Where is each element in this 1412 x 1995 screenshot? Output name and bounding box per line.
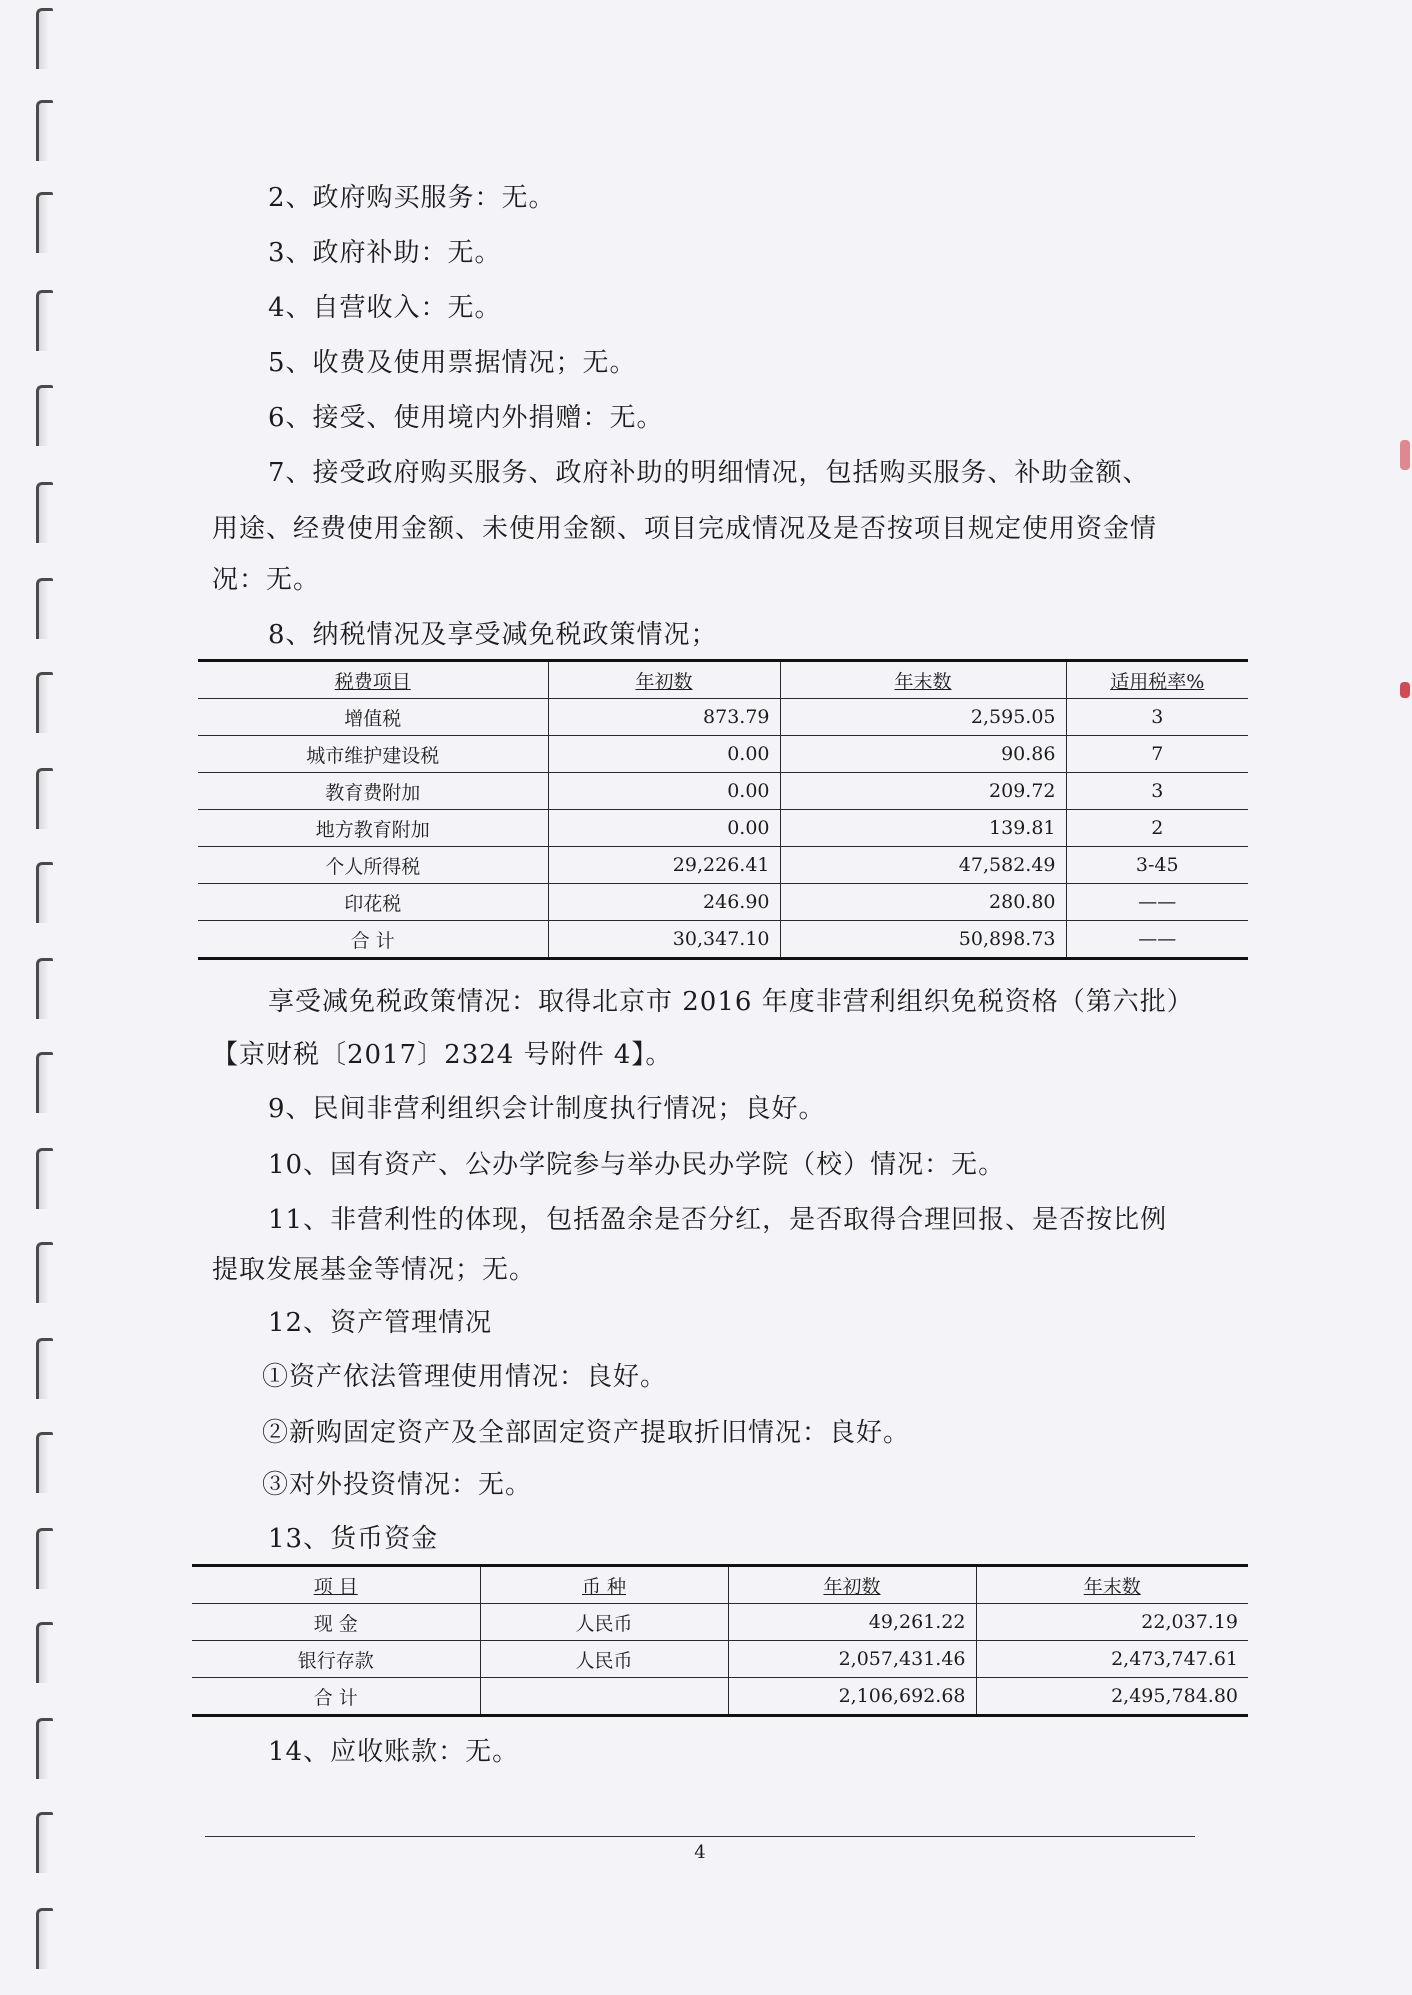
tax-header-opening: 年初数 <box>548 661 780 699</box>
tax-opening-value: 246.90 <box>548 884 780 921</box>
cash-item-name: 银行存款 <box>192 1641 480 1678</box>
cash-header-item: 项 目 <box>192 1566 480 1604</box>
tax-total-label: 合 计 <box>198 921 548 959</box>
table-row <box>198 884 1248 921</box>
exemption-line-2: 【京财税〔2017〕2324 号附件 4】。 <box>212 1040 673 1070</box>
cash-header-opening: 年初数 <box>728 1566 976 1604</box>
tax-item-name: 城市维护建设税 <box>198 736 548 773</box>
tax-rate-value: 2 <box>1066 810 1248 847</box>
tax-item-name: 印花税 <box>198 884 548 921</box>
cash-closing-value: 22,037.19 <box>976 1604 1248 1641</box>
stamp-edge-mark <box>1400 682 1410 698</box>
paragraph-item-7-line-3: 况：无。 <box>212 565 321 595</box>
paragraph-item-12-3: ③对外投资情况：无。 <box>262 1470 533 1500</box>
tax-closing-value: 2,595.05 <box>780 699 1066 736</box>
tax-table <box>198 659 1248 960</box>
cash-total-label: 合 计 <box>192 1678 480 1716</box>
paragraph-item-10: 10、国有资产、公办学院参与举办民办学院（校）情况：无。 <box>268 1150 1006 1180</box>
binding-hole <box>36 578 53 639</box>
paragraph-item-9: 9、民间非营利组织会计制度执行情况；良好。 <box>268 1094 826 1124</box>
cash-total-closing: 2,495,784.80 <box>976 1678 1248 1716</box>
paragraph-item-2: 2、政府购买服务：无。 <box>268 183 556 213</box>
binding-hole <box>36 1432 53 1493</box>
cash-opening-value: 2,057,431.46 <box>728 1641 976 1678</box>
tax-total-rate: —— <box>1066 921 1248 959</box>
paragraph-item-5: 5、收费及使用票据情况；无。 <box>268 348 637 378</box>
paragraph-item-3: 3、政府补助：无。 <box>268 238 502 268</box>
table-row-total <box>198 921 1248 959</box>
cash-item-name: 现 金 <box>192 1604 480 1641</box>
tax-closing-value: 90.86 <box>780 736 1066 773</box>
cash-table-header-row <box>192 1566 1248 1604</box>
tax-rate-value: 3 <box>1066 773 1248 810</box>
tax-item-name: 教育费附加 <box>198 773 548 810</box>
paragraph-item-8: 8、纳税情况及享受减免税政策情况； <box>268 620 718 650</box>
binding-hole <box>36 1338 53 1399</box>
tax-opening-value: 0.00 <box>548 810 780 847</box>
exemption-line-1: 享受减免税政策情况：取得北京市 2016 年度非营利组织免税资格（第六批） <box>268 987 1194 1017</box>
table-row <box>192 1604 1248 1641</box>
tax-item-name: 个人所得税 <box>198 847 548 884</box>
table-row <box>198 773 1248 810</box>
tax-rate-value: 3 <box>1066 699 1248 736</box>
paragraph-item-11-line-2: 提取发展基金等情况；无。 <box>212 1255 537 1285</box>
table-row <box>198 810 1248 847</box>
binding-hole <box>36 672 53 733</box>
table-row <box>198 847 1248 884</box>
tax-table-header-row <box>198 661 1248 699</box>
cash-table <box>192 1564 1248 1717</box>
paragraph-item-7-line-2: 用途、经费使用金额、未使用金额、项目完成情况及是否按项目规定使用资金情 <box>212 514 1158 544</box>
tax-opening-value: 0.00 <box>548 736 780 773</box>
binding-hole <box>36 482 53 543</box>
table-row <box>192 1641 1248 1678</box>
tax-opening-value: 29,226.41 <box>548 847 780 884</box>
binding-hole <box>36 1148 53 1209</box>
binding-hole <box>36 1718 53 1779</box>
paragraph-item-4: 4、自营收入：无。 <box>268 293 502 323</box>
paragraph-item-14: 14、应收账款：无。 <box>268 1737 520 1767</box>
tax-rate-value: —— <box>1066 884 1248 921</box>
tax-opening-value: 0.00 <box>548 773 780 810</box>
binding-hole <box>36 862 53 923</box>
footer-divider <box>205 1836 1195 1837</box>
binding-hole <box>36 1908 53 1969</box>
cash-opening-value: 49,261.22 <box>728 1604 976 1641</box>
tax-total-opening: 30,347.10 <box>548 921 780 959</box>
binding-holes <box>30 0 60 1995</box>
cash-total-currency <box>480 1678 728 1716</box>
table-row <box>198 736 1248 773</box>
paragraph-item-12-2: ②新购固定资产及全部固定资产提取折旧情况：良好。 <box>262 1418 911 1448</box>
tax-opening-value: 873.79 <box>548 699 780 736</box>
tax-item-name: 增值税 <box>198 699 548 736</box>
tax-header-rate: 适用税率% <box>1066 661 1248 699</box>
cash-currency: 人民币 <box>480 1604 728 1641</box>
cash-total-opening: 2,106,692.68 <box>728 1678 976 1716</box>
tax-closing-value: 139.81 <box>780 810 1066 847</box>
paragraph-item-12-1: ①资产依法管理使用情况：良好。 <box>262 1362 668 1392</box>
binding-hole <box>36 192 53 253</box>
tax-header-item: 税费项目 <box>198 661 548 699</box>
paragraph-item-11-line-1: 11、非营利性的体现，包括盈余是否分红，是否取得合理回报、是否按比例 <box>268 1205 1168 1235</box>
tax-rate-value: 3-45 <box>1066 847 1248 884</box>
tax-header-closing: 年末数 <box>780 661 1066 699</box>
tax-closing-value: 209.72 <box>780 773 1066 810</box>
cash-header-closing: 年末数 <box>976 1566 1248 1604</box>
binding-hole <box>36 768 53 829</box>
binding-hole <box>36 1528 53 1589</box>
tax-closing-value: 47,582.49 <box>780 847 1066 884</box>
tax-item-name: 地方教育附加 <box>198 810 548 847</box>
paragraph-item-6: 6、接受、使用境内外捐赠：无。 <box>268 403 664 433</box>
table-row <box>198 699 1248 736</box>
cash-header-currency: 币 种 <box>480 1566 728 1604</box>
page-number: 4 <box>694 1842 706 1863</box>
binding-hole <box>36 958 53 1019</box>
binding-hole <box>36 1812 53 1873</box>
stamp-edge-mark <box>1400 440 1410 470</box>
binding-hole <box>36 1622 53 1683</box>
table-row-total <box>192 1678 1248 1716</box>
binding-hole <box>36 1052 53 1113</box>
paragraph-item-7-line-1: 7、接受政府购买服务、政府补助的明细情况，包括购买服务、补助金额、 <box>268 458 1150 488</box>
binding-hole <box>36 8 53 69</box>
tax-closing-value: 280.80 <box>780 884 1066 921</box>
tax-total-closing: 50,898.73 <box>780 921 1066 959</box>
cash-closing-value: 2,473,747.61 <box>976 1641 1248 1678</box>
paragraph-item-13: 13、货币资金 <box>268 1524 439 1554</box>
binding-hole <box>36 385 53 446</box>
binding-hole <box>36 1242 53 1303</box>
binding-hole <box>36 100 53 161</box>
paragraph-item-12: 12、资产管理情况 <box>268 1308 493 1338</box>
tax-rate-value: 7 <box>1066 736 1248 773</box>
cash-currency: 人民币 <box>480 1641 728 1678</box>
binding-hole <box>36 290 53 351</box>
